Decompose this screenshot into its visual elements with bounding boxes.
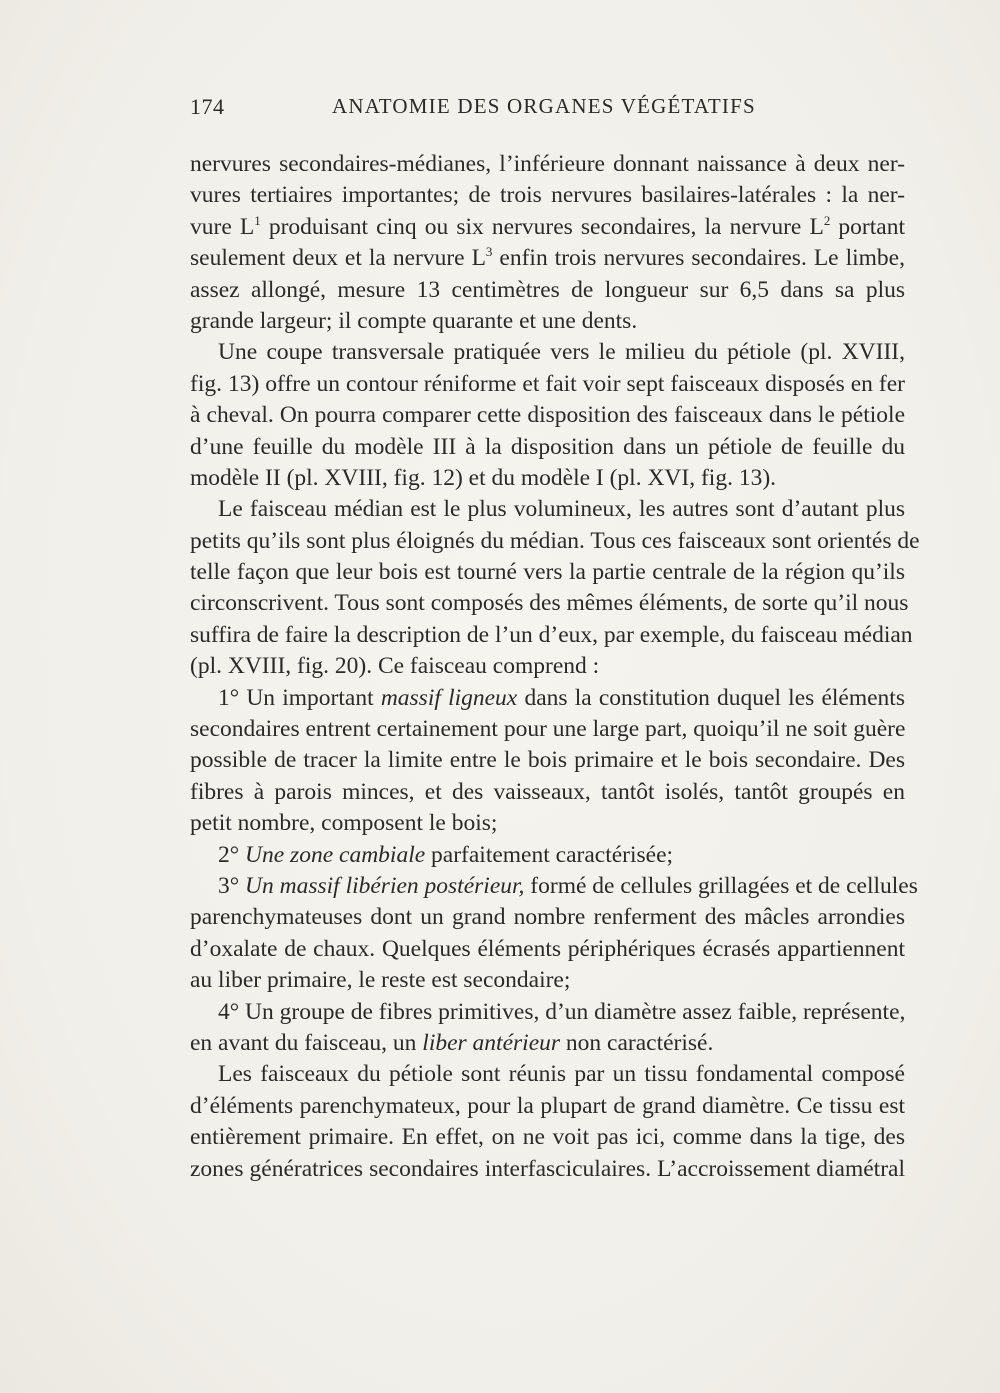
text-segment: non caractérisé.	[560, 1029, 714, 1056]
text-segment: en avant du faisceau, un	[190, 1029, 423, 1056]
text-line	[190, 777, 905, 808]
text-segment: fig. 13) offre un contour réniforme et fait voir sept faisceaux disposés en fer	[190, 370, 905, 397]
text-line	[190, 557, 905, 588]
text-line	[190, 212, 905, 243]
text-segment: parenchymateuses dont un grand nombre renferment des mâcles arrondies	[190, 904, 905, 931]
text-line	[190, 651, 905, 682]
text-line	[190, 369, 905, 400]
text-line	[190, 965, 905, 996]
text-line	[190, 745, 905, 776]
text-segment: modèle II (pl. XVIII, fig. 12) et du modèle I (pl. XVI, fig. 13).	[190, 464, 777, 491]
text-line	[190, 1059, 905, 1090]
text-line	[190, 243, 905, 274]
text-line	[190, 683, 905, 714]
text-line	[190, 588, 909, 619]
running-head	[190, 94, 905, 128]
superscript: 1	[254, 212, 261, 228]
text-line	[190, 432, 905, 463]
text-line	[190, 871, 918, 902]
text-line	[190, 1091, 905, 1122]
text-segment: d’éléments parenchymateux, pour la plupart de grand diamètre. Ce tissu est	[190, 1092, 905, 1119]
text-segment: dans la constitution duquel les éléments	[517, 684, 905, 711]
text-segment: possible de tracer la limite entre le bois primaire et le bois secondaire. Des	[190, 747, 905, 774]
italic-term: Un massif libérien postérieur,	[245, 872, 525, 899]
text-segment: 2°	[218, 841, 246, 868]
text-segment: Une coupe transversale pratiquée vers le milieu du pétiole (pl. XVIII,	[218, 339, 905, 366]
text-line	[190, 400, 905, 431]
text-segment: secondaires entrent certainement pour une large part, quoiqu’il ne soit guère	[190, 716, 906, 743]
text-line	[190, 149, 905, 180]
text-segment: vures tertiaires importantes; de trois nervures basilaires-latérales : la ner-	[190, 182, 905, 209]
italic-term: Une zone cambiale	[245, 841, 426, 868]
text-segment: seulement deux et la nervure L	[190, 245, 486, 272]
italic-term: massif ligneux	[380, 684, 518, 711]
text-segment: d’oxalate de chaux. Quelques éléments périphériques écrasés appartiennent	[190, 935, 905, 962]
text-segment: circonscrivent. Tous sont composés des mêmes éléments, de sorte qu’il nous	[190, 590, 909, 617]
text-line	[190, 620, 913, 651]
text-line	[190, 463, 905, 494]
text-line	[190, 180, 905, 211]
text-segment: vure L	[190, 213, 255, 240]
text-line	[190, 1154, 905, 1185]
text-segment: d’une feuille du modèle III à la disposition dans un pétiole de feuille du	[190, 433, 905, 460]
text-segment: assez allongé, mesure 13 centimètres de longueur sur 6,5 dans sa plus	[190, 276, 905, 303]
superscript: 3	[485, 244, 493, 260]
superscript: 2	[823, 212, 831, 228]
text-segment: portant	[830, 213, 905, 240]
text-segment: enfin trois nervures secondaires. Le limbe,	[492, 245, 905, 272]
text-line	[190, 934, 905, 965]
text-segment: formé de cellules grillagées et de cellules	[524, 872, 918, 899]
text-segment: à cheval. On pourra comparer cette disposition des faisceaux dans le pétiole	[190, 402, 905, 429]
text-line	[190, 808, 905, 839]
text-segment: petits qu’ils sont plus éloignés du médian. Tous ces faisceaux sont orientés de	[190, 527, 920, 554]
text-segment: parfaitement caractérisée;	[425, 841, 674, 868]
text-segment: 3°	[218, 872, 246, 899]
text-line	[190, 902, 905, 933]
text-line	[190, 997, 905, 1028]
text-line	[190, 275, 905, 306]
page-number: 174	[190, 94, 225, 119]
text-line	[190, 494, 905, 525]
text-segment: produisant cinq ou six nervures secondaires, la nervure L	[260, 213, 824, 240]
text-segment: grande largeur; il compte quarante et une dents.	[190, 307, 638, 334]
text-segment: zones génératrices secondaires interfasciculaires. L’accroissement diamétral	[190, 1155, 905, 1182]
text-segment: au liber primaire, le reste est secondaire;	[190, 967, 571, 994]
text-segment: 1° Un important	[218, 684, 381, 711]
text-segment: Le faisceau médian est le plus volumineux, les autres sont d’autant plus	[218, 496, 905, 523]
text-segment: entièrement primaire. En effet, on ne voit pas ici, comme dans la tige, des	[190, 1124, 905, 1151]
text-line	[190, 1122, 905, 1153]
text-segment: 4° Un groupe de fibres primitives, d’un diamètre assez faible, représente,	[218, 998, 906, 1025]
text-line	[190, 1028, 905, 1059]
text-line	[190, 526, 920, 557]
italic-term: liber antérieur	[422, 1029, 561, 1056]
text-segment: suffira de faire la description de l’un d’eux, par exemple, du faisceau médian	[190, 621, 913, 648]
text-segment: fibres à parois minces, et des vaisseaux, tantôt isolés, tantôt groupés en	[190, 778, 905, 805]
running-title: ANATOMIE DES ORGANES VÉGÉTATIFS	[332, 94, 756, 118]
text-line	[190, 337, 905, 368]
text-line	[190, 714, 905, 745]
body-text	[190, 149, 920, 1185]
text-segment: petit nombre, composent le bois;	[190, 810, 498, 837]
text-line	[190, 306, 905, 337]
text-segment: telle façon que leur bois est tourné vers la partie centrale de la région qu’ils	[190, 559, 905, 586]
text-segment: (pl. XVIII, fig. 20). Ce faisceau comprend :	[190, 653, 600, 680]
text-segment: nervures secondaires-médianes, l’inférieure donnant naissance à deux ner-	[190, 151, 905, 177]
text-segment: Les faisceaux du pétiole sont réunis par un tissu fondamental composé	[218, 1061, 905, 1088]
text-line	[190, 840, 905, 871]
